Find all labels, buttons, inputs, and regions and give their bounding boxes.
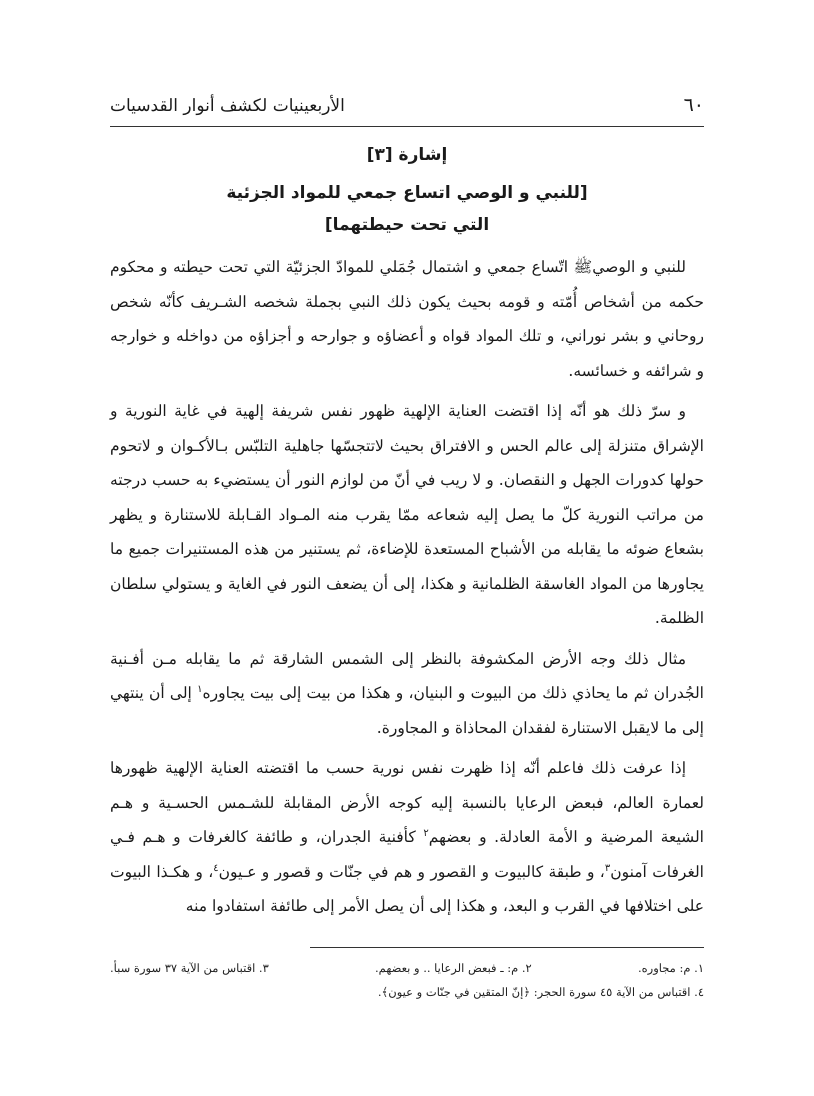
paragraph-3 — [110, 642, 704, 746]
footnote-marker: ٣ — [604, 862, 611, 874]
footnote-row — [110, 956, 704, 980]
paragraph-text: للنبي و الوصيﷺ اتّساع جمعي و اشتمال جُمَلي للموادّ الجزئيّة التي تحت حيطته و محكوم حكمه من أشخاص أُمّته و قومه بحيث يكون ذلك النبي بجملة شخصه الشـريف كأنّه شخص روحاني و بشر نوراني، و تلك المواد قواه و أعضاؤه و جوارحه و أجزاؤه من دواخله و خوارجه و شرائفه و خسائسه. — [110, 258, 704, 380]
footnote-3: ٣. اقتباس من الآية ٣٧ سورة سبأ. — [110, 961, 269, 975]
footnotes — [110, 956, 704, 1004]
section-title-line2: التي تحت حيطتهما] — [324, 215, 490, 235]
footnote-rule — [310, 947, 704, 948]
header-rule — [110, 126, 704, 127]
paragraph-text: كأفنية الجدران، و طائفة كالغرفات و هـم فـي الغرفات آمنون — [110, 828, 704, 881]
page-number: ٦٠ — [683, 94, 704, 116]
paragraph-text: مثال ذلك وجه الأرض المكشوفة بالنظر إلى الشمس الشارقة ثم ما يقابله مـن أفـنية الجُدران ثم ما يحاذي ذلك من البيوت و البنيان، و هكذا من بيت إلى بيت يجاوره — [110, 649, 704, 702]
footnote-marker: ٤ — [213, 862, 219, 874]
paragraph-text: إلى أن ينتهي إلى ما لايقبل الاستنارة لفقدان المحاذاة و المجاورة. — [110, 684, 704, 737]
footnote-marker: ١ — [197, 683, 203, 695]
running-header — [110, 86, 704, 122]
section-title-line1: [للنبي و الوصي اتساع جمعي للمواد الجزئية — [226, 183, 588, 203]
section-label: إشارة [٣] — [366, 145, 448, 165]
body-text — [110, 250, 704, 930]
footnote-4: ٤. اقتباس من الآية ٤٥ سورة الحجر: ﴿إنّ المتقين في جنّات و عيون﴾. — [377, 985, 704, 999]
footnote-2: ٢. م: ـ فبعض الرعايا .. و بعضهم. — [375, 961, 532, 975]
paragraph-text: ، و طبقة كالبيوت و القصور و هم في جنّات و قصور و عـيون — [218, 862, 605, 881]
paragraph-text: إذا عرفت ذلك فاعلم أنّه إذا ظهرت نفس نورية حسب ما اقتضته العناية الإلهية ظهورها لعمارة العالم، فبعض الرعايا بالنسبة إليه كوجه الأرض المقابلة للشـمس الحسـية و هـم الشيعة المرضية و الأمة العادلة. و بعضهم — [110, 759, 704, 846]
footnote-1: ١. م: مجاوره. — [637, 961, 704, 975]
paragraph-text: ، و هكـذا البيوت على اختلافها في القرب و البعد، و هكذا إلى أن يصل الأمر إلى طائفة استفادوا منه — [110, 862, 704, 915]
paragraph-4 — [110, 751, 704, 924]
paragraph-1 — [110, 250, 704, 388]
paragraph-text: و سرّ ذلك هو أنّه إذا اقتضت العناية الإلهية ظهور نفس شريفة إلهية في غاية النورية و الإشراق متنزلة إلى عالم الحس و الافتراق بحيث لاتتجسّها جاهلية التلبّس بـالأكـوان و لاتحوم حولها كدورات الجهل و النقصان. و لا ريب في أنّ من لوازم النور أن يستضيء به حسب درجته من مراتب النورية كلّ ما يصل إليه شعاعه ممّا يقرب منه المـواد القـابلة للاستنارة و يظهر بشعاع ضوئه ما يقابله من الأشباح المستعدة للإضاءة، ثم يستنير من هذه المستنيرات جميع ما يجاورها من المواد الغاسقة الظلمانية و هكذا، إلى أن يضعف النور في الغاية و يستولي سلطان الظلمة. — [110, 402, 704, 627]
footnote-marker: ٢ — [423, 827, 429, 839]
book-title: الأربعينيات لكشف أنوار القدسيات — [110, 96, 345, 116]
paragraph-2 — [110, 394, 704, 636]
